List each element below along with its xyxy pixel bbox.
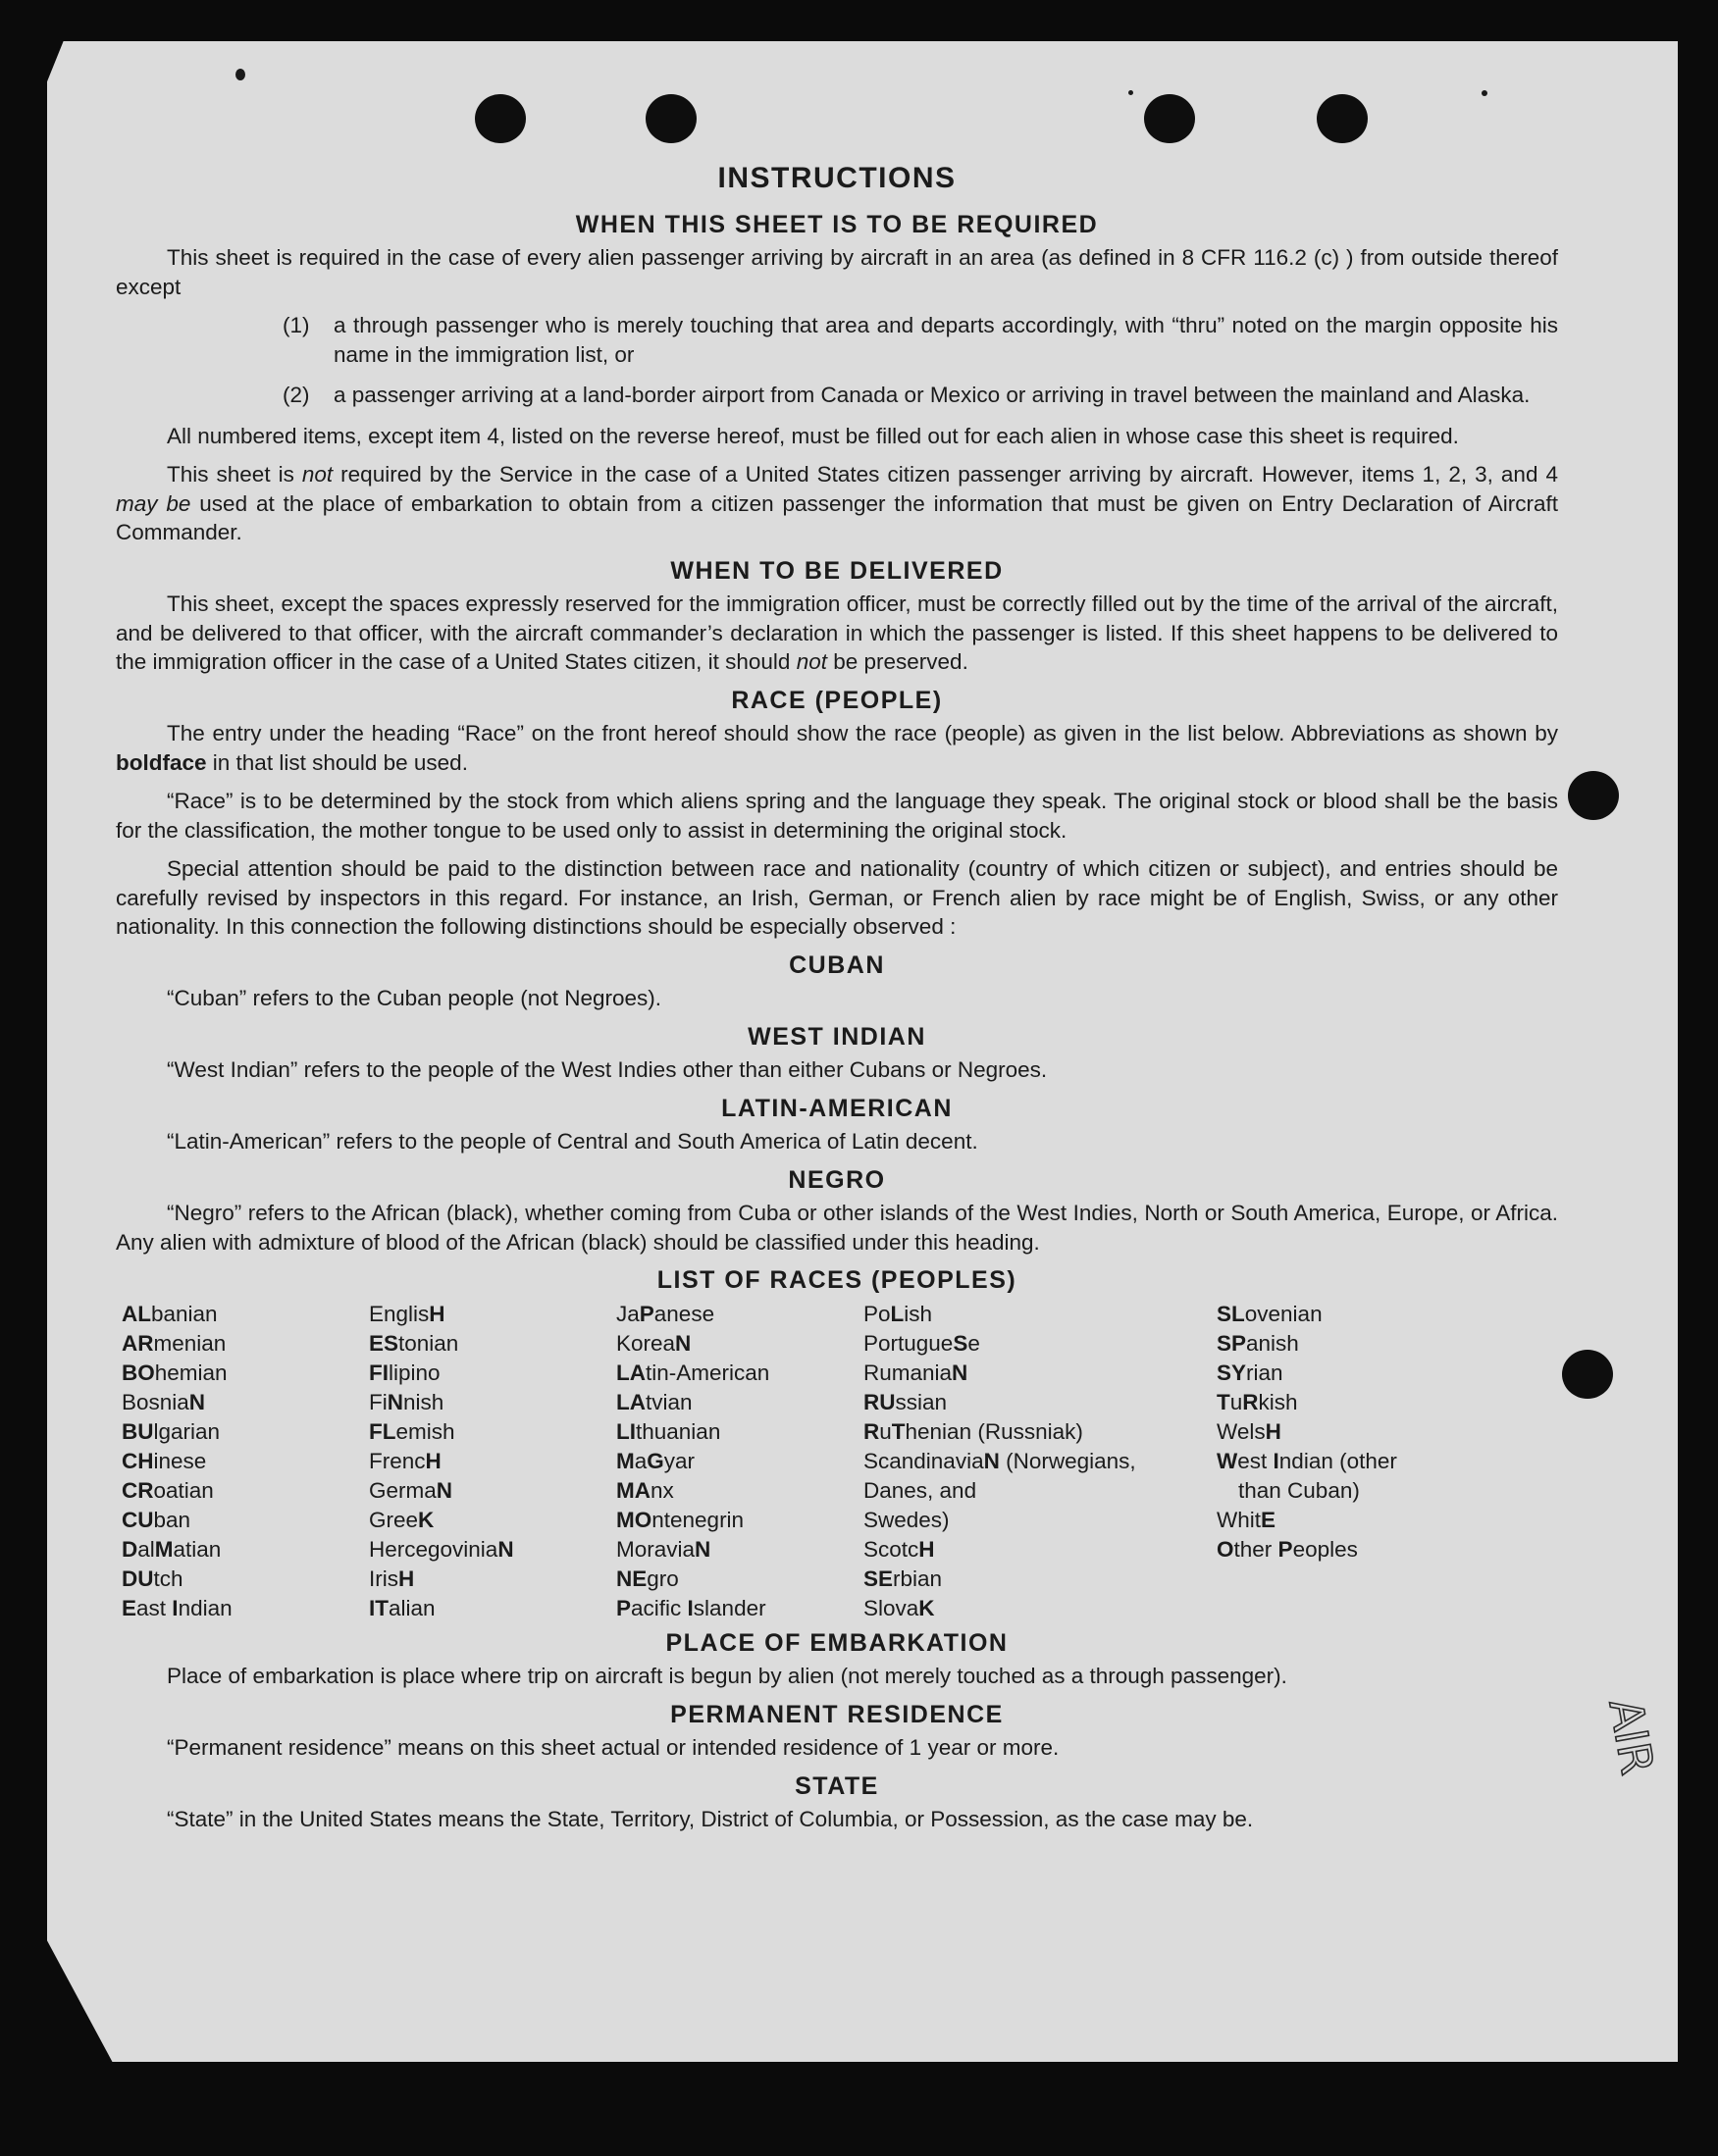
punch-hole	[475, 94, 526, 143]
speck	[1128, 90, 1133, 95]
page-title: INSTRUCTIONS	[717, 162, 957, 194]
race-entry: LIthuanian	[616, 1418, 721, 1444]
exception-item	[116, 381, 1558, 410]
race-entry: BosniaN	[122, 1389, 206, 1414]
exception-item	[116, 311, 1558, 369]
race-entry: EStonian	[369, 1330, 459, 1356]
paragraph: This sheet is required in the case of every alien passenger arriving by aircraft in an area (as defined in 8 CFR 116.2 (c) ) from outside thereof except	[116, 245, 1558, 299]
race-entry: JaPanese	[616, 1301, 715, 1326]
punch-hole	[646, 94, 697, 143]
handwritten-marginal-note	[1578, 1689, 1686, 1797]
race-entry: DUtch	[122, 1566, 183, 1591]
races-column	[1217, 1300, 1464, 1623]
race-entry: DalMatian	[122, 1536, 222, 1562]
item-number: (1)	[283, 313, 310, 337]
paragraph: All numbered items, except item 4, listed on the reverse hereof, must be filled out for each alien in whose case this sheet is required.	[167, 423, 1459, 448]
race-entry: ALbanian	[122, 1301, 218, 1326]
race-entry: RUssian	[863, 1389, 948, 1414]
races-column	[122, 1300, 369, 1623]
race-entry: ScotcH	[863, 1536, 935, 1562]
races-column	[863, 1300, 1217, 1623]
section-heading-state: STATE	[795, 1771, 879, 1800]
section-heading-races-list: LIST OF RACES (PEOPLES)	[656, 1266, 1017, 1294]
paragraph: “State” in the United States means the State, Territory, District of Columbia, or Possession, as the case may be.	[167, 1807, 1254, 1831]
race-entry: SLovenian	[1217, 1301, 1323, 1326]
paragraph: Special attention should be paid to the distinction between race and nationality (country of which citizen or subject), and entries should be carefully revised by inspectors in this regard. For instance, an Irish, German, or French alien by race might be of English, Swiss, or any other nationality. In this connection the following distinctions should be especially observed :	[116, 856, 1558, 939]
race-entry: FLemish	[369, 1418, 455, 1444]
punch-hole	[1317, 94, 1368, 143]
race-entry: CRoatian	[122, 1477, 214, 1503]
race-entry: West Indian (other	[1217, 1448, 1397, 1473]
race-entry: MAnx	[616, 1477, 674, 1503]
paragraph: “Permanent residence” means on this sheet actual or intended residence of 1 year or more.	[167, 1735, 1060, 1760]
section-heading-cuban: CUBAN	[789, 950, 885, 979]
item-text: a through passenger who is merely touching that area and departs accordingly, with “thru” noted on the margin opposite his name in the immigration list, or	[334, 313, 1558, 367]
punch-hole	[1568, 771, 1619, 820]
race-entry: WhitE	[1217, 1507, 1276, 1532]
race-entry: CHinese	[122, 1448, 207, 1473]
section-heading-embarkation: PLACE OF EMBARKATION	[665, 1628, 1009, 1657]
section-heading-latin-american: LATIN-AMERICAN	[721, 1094, 953, 1122]
race-entry: NEgro	[616, 1566, 679, 1591]
race-entry: Swedes)	[863, 1507, 950, 1532]
races-column	[369, 1300, 616, 1623]
race-entry: Other Peoples	[1217, 1536, 1358, 1562]
race-entry: PortugueSe	[863, 1330, 980, 1356]
instructions-text	[116, 162, 1558, 1844]
race-entry: FIlipino	[369, 1360, 441, 1385]
race-entry: KoreaN	[616, 1330, 692, 1356]
race-entry: HercegoviniaN	[369, 1536, 514, 1562]
paragraph: “Negro” refers to the African (black), whether coming from Cuba or other islands of the West Indies, North or South America, Europe, or Africa. Any alien with admixture of blood of the African (black) should be classified under this heading.	[116, 1201, 1558, 1255]
paragraph: “Race” is to be determined by the stock from which aliens spring and the language they speak. The original stock or blood shall be the basis for the classification, the mother tongue to be used only to assist in determining the original stock.	[116, 789, 1558, 843]
race-entry: TuRkish	[1217, 1389, 1298, 1414]
race-entry: LAtin-American	[616, 1360, 770, 1385]
section-heading-west-indian: WEST INDIAN	[748, 1022, 926, 1051]
section-heading-required: WHEN THIS SHEET IS TO BE REQUIRED	[575, 210, 1099, 238]
paragraph: The entry under the heading “Race” on the front hereof should show the race (people) as given in the list below. Abbreviations as shown by boldface in that list should be used.	[116, 721, 1558, 775]
race-entry: GreeK	[369, 1507, 435, 1532]
race-entry: ARmenian	[122, 1330, 227, 1356]
race-entry: than Cuban)	[1238, 1477, 1360, 1503]
race-entry: IrisH	[369, 1566, 415, 1591]
paragraph: This sheet, except the spaces expressly reserved for the immigration officer, must be correctly filled out by the time of the arrival of the aircraft, and be delivered to that officer, with the aircraft commander’s declaration in which the passenger is listed. If this sheet happens to be delivered to the immigration officer in the case of a United States citizen, it should not be preserved.	[116, 591, 1558, 674]
race-entry: MoraviaN	[616, 1536, 711, 1562]
race-entry: LAtvian	[616, 1389, 693, 1414]
race-entry: SYrian	[1217, 1360, 1283, 1385]
section-heading-residence: PERMANENT RESIDENCE	[670, 1700, 1004, 1728]
race-entry: Danes, and	[863, 1477, 977, 1503]
punch-hole	[1562, 1350, 1613, 1399]
race-entry: CUban	[122, 1507, 191, 1532]
paragraph: “West Indian” refers to the people of the West Indies other than either Cubans or Negroes.	[167, 1057, 1048, 1082]
race-entry: MOntenegrin	[616, 1507, 745, 1532]
race-entry: SlovaK	[863, 1595, 935, 1620]
race-entry: SErbian	[863, 1566, 943, 1591]
race-entry: FrencH	[369, 1448, 442, 1473]
section-heading-race: RACE (PEOPLE)	[731, 686, 943, 714]
race-entry: FiNnish	[369, 1389, 444, 1414]
item-number: (2)	[283, 383, 310, 407]
race-entry: MaGyar	[616, 1448, 696, 1473]
race-entry: RumaniaN	[863, 1360, 968, 1385]
paragraph: Place of embarkation is place where trip on aircraft is begun by alien (not merely touched as a through passenger).	[167, 1664, 1287, 1688]
race-entry: BUlgarian	[122, 1418, 221, 1444]
punch-hole	[1144, 94, 1195, 143]
race-entry: EnglisH	[369, 1301, 445, 1326]
races-column	[616, 1300, 863, 1623]
races-list	[122, 1300, 1558, 1623]
race-entry: Pacific Islander	[616, 1595, 766, 1620]
marginal-note-text: AIR	[1598, 1694, 1665, 1779]
speck	[235, 69, 245, 80]
race-entry: ITalian	[369, 1595, 436, 1620]
race-entry: SPanish	[1217, 1330, 1299, 1356]
item-text: a passenger arriving at a land-border airport from Canada or Mexico or arriving in travel between the mainland and Alaska.	[334, 383, 1531, 407]
race-entry: ScandinaviaN (Norwegians,	[863, 1448, 1136, 1473]
section-heading-negro: NEGRO	[788, 1165, 886, 1194]
speck	[1482, 90, 1487, 96]
race-entry: GermaN	[369, 1477, 453, 1503]
paragraph: “Latin-American” refers to the people of Central and South America of Latin decent.	[167, 1129, 978, 1154]
race-entry: WelsH	[1217, 1418, 1281, 1444]
race-entry: PoLish	[863, 1301, 933, 1326]
race-entry: East Indian	[122, 1595, 233, 1620]
race-entry: RuThenian (Russniak)	[863, 1418, 1083, 1444]
race-entry: BOhemian	[122, 1360, 228, 1385]
paragraph: This sheet is not required by the Service in the case of a United States citizen passenger arriving by aircraft. However, items 1, 2, 3, and 4 may be used at the place of embarkation to obtain from a citizen passenger the information that must be given on Entry Declaration of Aircraft Commander.	[116, 462, 1558, 544]
section-heading-delivered: WHEN TO BE DELIVERED	[670, 556, 1004, 585]
paragraph: “Cuban” refers to the Cuban people (not Negroes).	[167, 986, 662, 1010]
